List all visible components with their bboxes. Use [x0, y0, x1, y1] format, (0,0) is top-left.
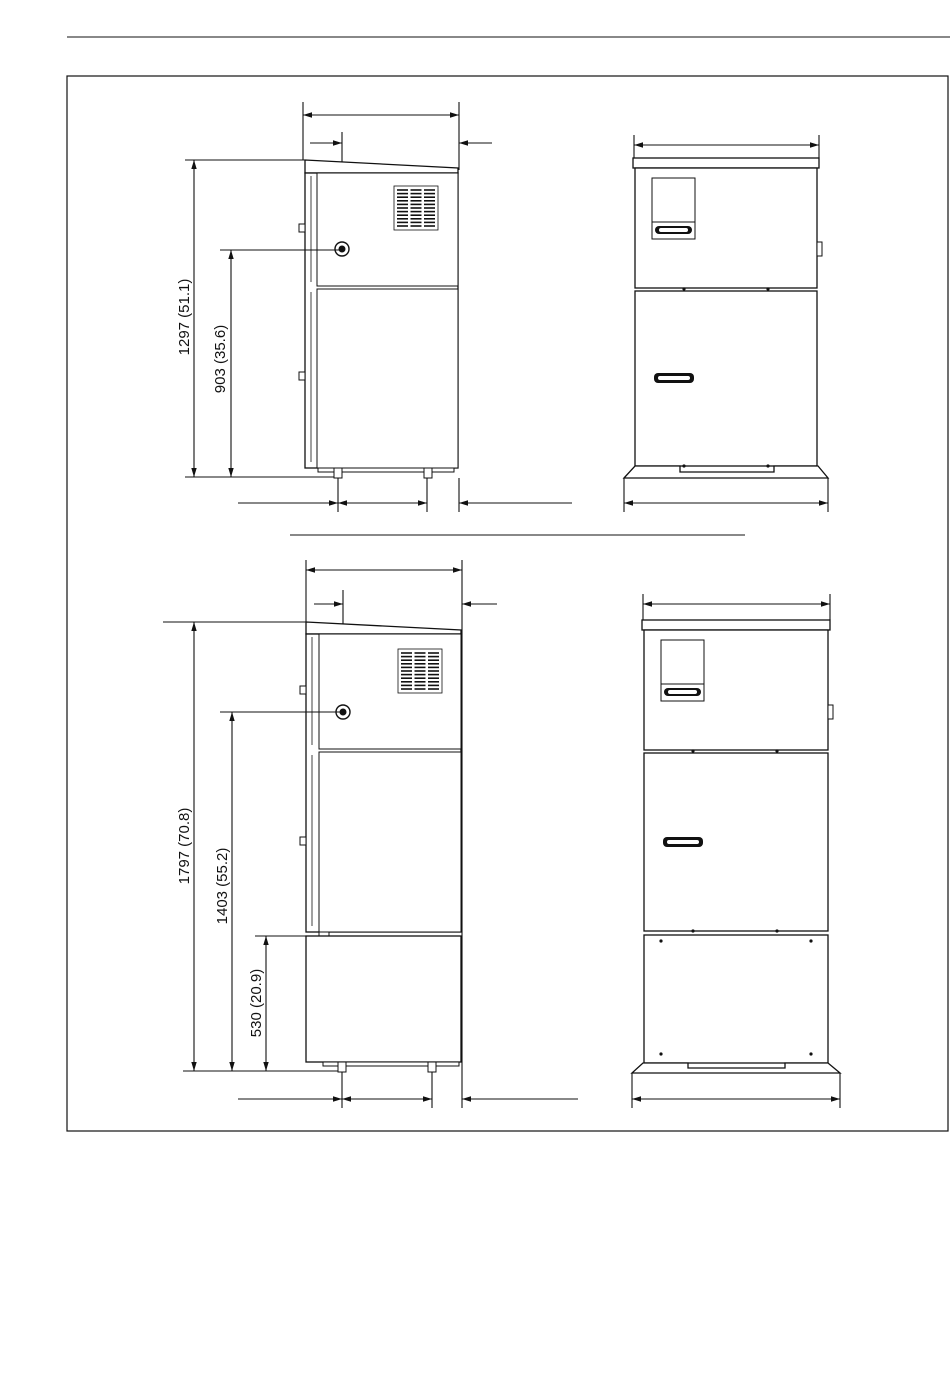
small-side-view [176, 102, 572, 512]
large-base-height-label: 530 (20.9) [248, 968, 265, 1038]
small-inlet-height-label: 903 (35.6) [212, 324, 229, 394]
large-inlet-height-label: 1403 (55.2) [214, 847, 231, 925]
large-total-height-label: 1797 (70.8) [176, 807, 193, 885]
small-front-view [624, 135, 828, 512]
small-total-height-label: 1297 (51.1) [176, 278, 193, 356]
large-side-view [163, 560, 578, 1108]
large-front-view [632, 594, 840, 1108]
